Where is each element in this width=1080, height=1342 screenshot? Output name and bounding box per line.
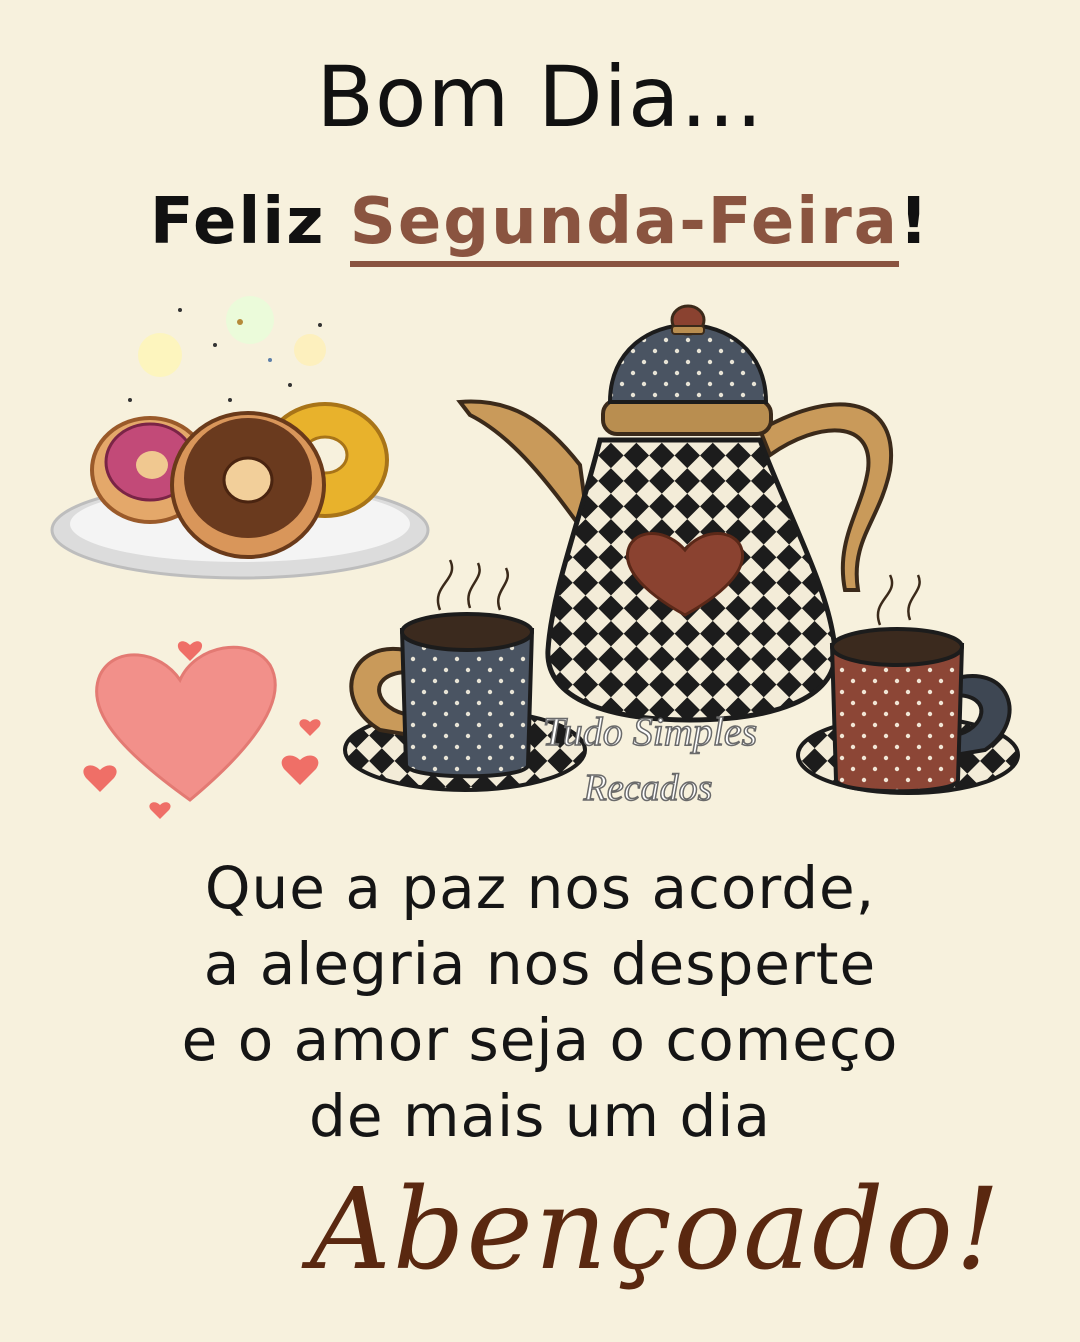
subtitle-weekday: Segunda-Feira <box>350 185 899 267</box>
page-title: Bom Dia... <box>316 48 764 146</box>
message-line: e o amor seja o começo <box>181 1006 899 1074</box>
message-line: Que a paz nos acorde, <box>204 854 876 922</box>
watermark-line1: Tudo Simples <box>542 709 758 754</box>
watermark-line2: Recados <box>583 767 713 809</box>
sparkles <box>128 296 326 412</box>
hearts <box>83 641 320 819</box>
message <box>0 850 1080 1154</box>
subtitle-prefix: Feliz <box>149 185 350 259</box>
closing-word: Abençoado! <box>309 1165 1002 1295</box>
donut-plate <box>52 404 428 578</box>
message-line: a alegria nos desperte <box>203 930 877 998</box>
illustration <box>0 290 1080 850</box>
message-line: de mais um dia <box>309 1082 771 1150</box>
page-subtitle <box>0 185 1080 259</box>
subtitle-suffix: ! <box>898 185 931 259</box>
